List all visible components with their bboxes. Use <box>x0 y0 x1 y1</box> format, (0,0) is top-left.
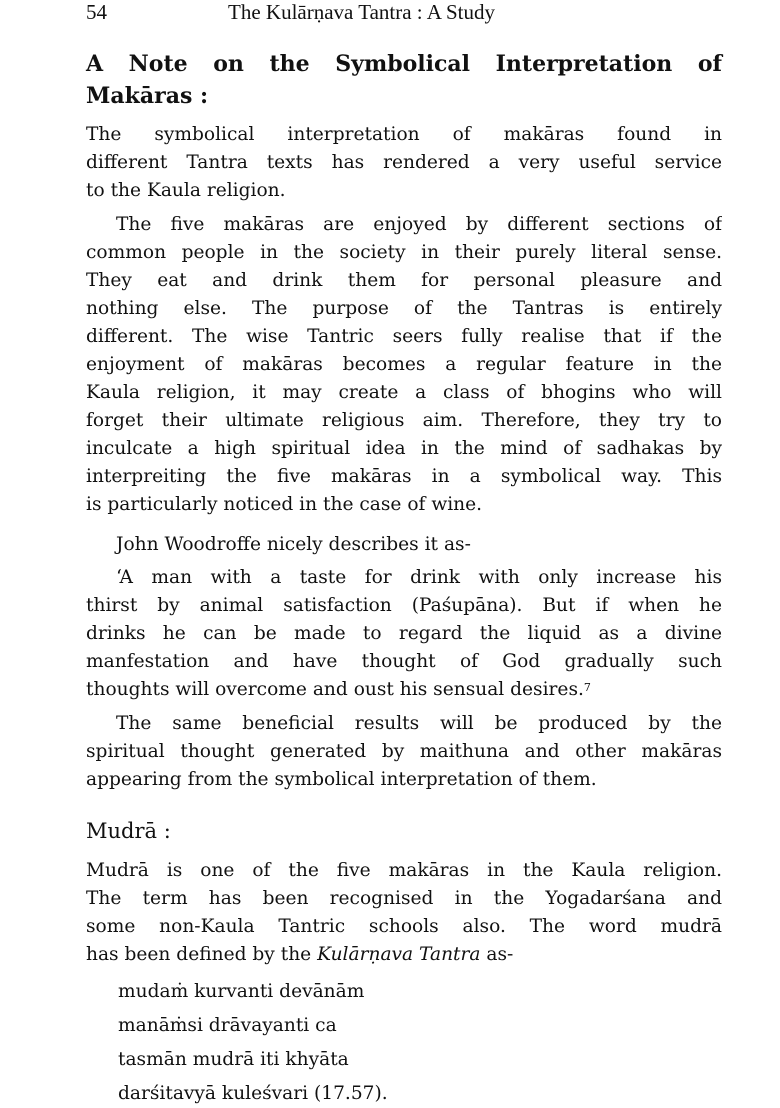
text-line <box>86 239 722 267</box>
text-line-content: is particularly noticed in the case of wine. <box>86 494 483 515</box>
text-line <box>86 177 722 205</box>
verse-line: tasmān mudrā iti khyāta <box>118 1049 349 1070</box>
running-title: The Kulārṇava Tantra : A Study <box>228 0 496 24</box>
text-line-content: nothing else. The purpose of the Tantras is entirely <box>86 298 722 319</box>
text-line <box>116 531 722 559</box>
text-line <box>86 766 722 794</box>
text-line <box>86 267 722 295</box>
text-line-content: Kaula religion, it may create a class of bhogins who will <box>86 382 722 403</box>
section-heading-line: A Note on the Symbolical Interpretation of <box>86 51 722 77</box>
verse-line: mudaṁ kurvanti devānām <box>118 981 365 1002</box>
text-line <box>86 491 722 519</box>
section-heading-mudra: Mudrā : <box>86 819 171 843</box>
text-line: Mudrā is one of the five makāras in the Kaula religion. <box>86 860 722 881</box>
verse-line: darśitavyā kuleśvari (17.57). <box>118 1083 388 1104</box>
footnote-marker: 7 <box>583 681 591 694</box>
text-line-content: different. The wise Tantric seers fully realise that if the <box>86 326 722 347</box>
section-heading-line: Makāras : <box>86 83 209 109</box>
page-number: 54 <box>86 0 107 24</box>
text-line <box>86 407 722 435</box>
text-line-content: inculcate a high spiritual idea in the mind of sadhakas by <box>86 438 722 459</box>
text-line-content: The same beneficial results will be produced by the <box>116 713 722 734</box>
text-line-content: ‘A man with a taste for drink with only increase his <box>116 567 722 588</box>
text-line <box>116 211 722 239</box>
book-title-italic: Kulārṇava Tantra <box>317 944 481 965</box>
text-segment: as- <box>480 944 514 965</box>
text-line: The term has been recognised in the Yogadarśana and <box>86 888 722 909</box>
text-line-content: different Tantra texts has rendered a very useful service <box>86 152 722 173</box>
text-line-content: The five makāras are enjoyed by different sections of <box>116 214 722 235</box>
text-line-content: The symbolical interpretation of makāras found in <box>86 124 722 145</box>
text-line-content: interpreiting the five makāras in a symbolical way. This <box>86 466 722 487</box>
text-line <box>86 149 722 177</box>
verse-line: manāṁsi drāvayanti ca <box>118 1015 337 1036</box>
text-line-content: common people in the society in their purely literal sense. <box>86 242 722 263</box>
text-line <box>86 463 722 491</box>
running-header <box>86 0 722 26</box>
text-line-content: to the Kaula religion. <box>86 180 286 201</box>
text-line <box>86 435 722 463</box>
text-line <box>86 323 722 351</box>
text-line: some non-Kaula Tantric schools also. The word mudrā <box>86 916 722 937</box>
text-line <box>86 648 722 676</box>
text-line-content: thoughts will overcome and oust his sensual desires. <box>86 679 584 700</box>
text-line <box>86 379 722 407</box>
text-line <box>86 620 722 648</box>
text-line-content: spiritual thought generated by maithuna and other makāras <box>86 741 722 762</box>
text-line <box>86 351 722 379</box>
text-line-content: appearing from the symbolical interpretation of them. <box>86 769 597 790</box>
text-segment: has been defined by the <box>86 944 318 965</box>
text-line-content: enjoyment of makāras becomes a regular feature in the <box>86 354 722 375</box>
text-line-content: John Woodroffe nicely describes it as- <box>116 534 471 555</box>
text-line <box>116 710 722 738</box>
text-line <box>116 564 722 592</box>
text-line-content: thirst by animal satisfaction (Paśupāna). But if when he <box>86 595 722 616</box>
text-line <box>86 592 722 620</box>
text-line-content: manfestation and have thought of God gradually such <box>86 651 722 672</box>
text-line-content: They eat and drink them for personal pleasure and <box>86 270 722 291</box>
text-line-content: forget their ultimate religious aim. Therefore, they try to <box>86 410 722 431</box>
text-line <box>86 676 722 704</box>
text-line <box>86 738 722 766</box>
text-line <box>86 121 722 149</box>
text-line <box>86 295 722 323</box>
text-line <box>86 941 722 969</box>
text-line-content: drinks he can be made to regard the liquid as a divine <box>86 623 722 644</box>
